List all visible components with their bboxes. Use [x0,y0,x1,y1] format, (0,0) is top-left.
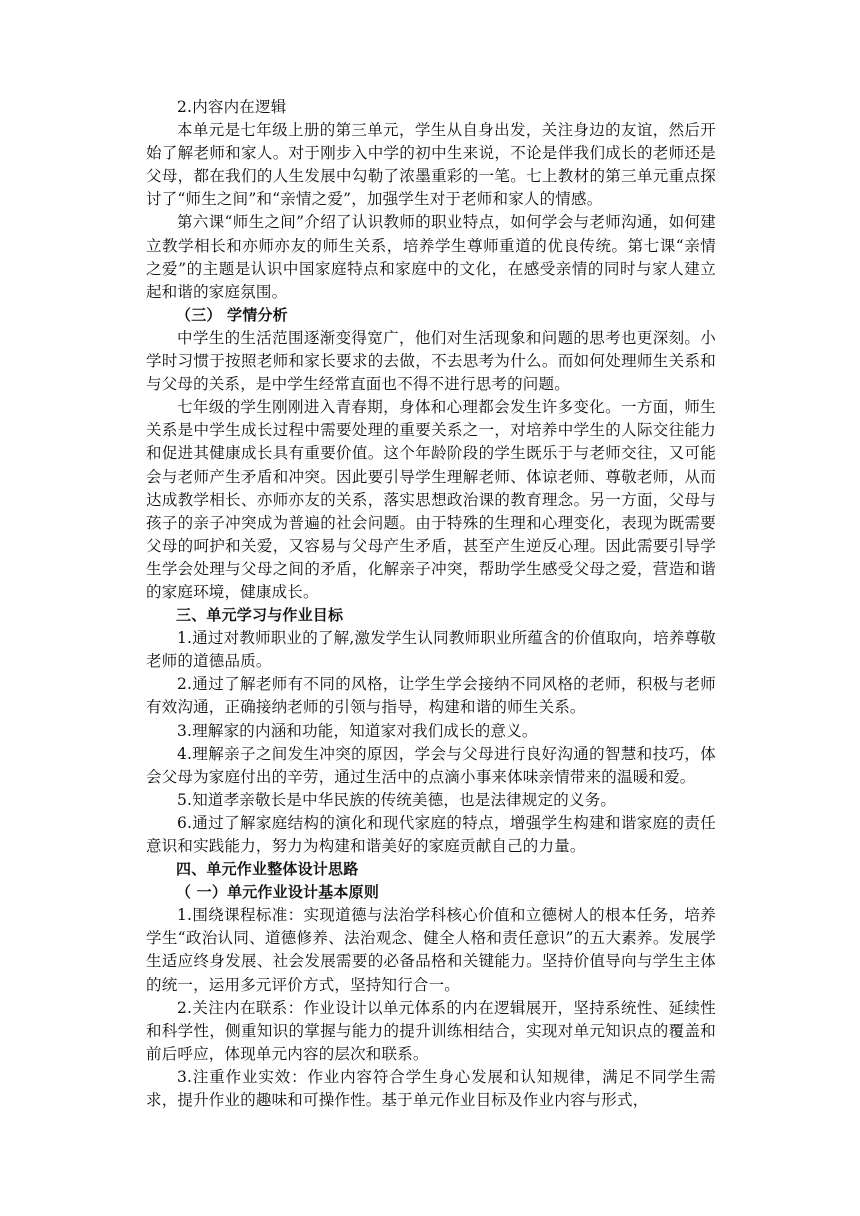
paragraph: 中学生的生活范围逐渐变得宽广，他们对生活现象和问题的思考也更深刻。小学时习惯于按照老师和家长要求的去做，不去思考为什么。而如何处理师生关系和与父母的关系，是中学生经常直面也不得不进行思考的问题。 [146,328,716,394]
goal-item: 1.通过对教师职业的了解,激发学生认同教师职业所蕴含的价值取向，培养尊敬老师的道德品质。 [146,629,716,671]
subsection-heading-principles: （ 一）单元作业设计基本原则 [176,883,380,902]
principle-item: 3.注重作业实效：作业内容符合学生身心发展和认知规律，满足不同学生需求，提升作业的趣味和可操作性。基于单元作业目标及作业内容与形式， [146,1067,716,1110]
goal-item: 5.知道孝亲敬长是中华民族的传统美德，也是法律规定的义务。 [177,790,617,809]
subsection-heading-logic: 2.内容内在逻辑 [177,98,287,116]
section-heading-design: 四、单元作业整体设计思路 [176,860,359,879]
goal-item: 6.通过了解家庭结构的演化和现代家庭的特点，增强学生构建和谐家庭的责任意识和实践能力，努力为构建和谐美好的家庭贡献自己的力量。 [146,813,716,855]
document-body [146,96,716,1112]
paragraph: 第六课“师生之间”介绍了认识教师的职业特点，如何学会与老师沟通，如何建立教学相长和亦师亦友的师生关系，培养学生尊师重道的优良传统。第七课“亲情之爱”的主题是认识中国家庭特点和家庭中的文化，在感受亲情的同时与家人建立起和谐的家庭氛围。 [146,213,716,301]
goal-item: 4.理解亲子之间发生冲突的原因，学会与父母进行良好沟通的智慧和技巧，体会父母为家庭付出的辛劳，通过生活中的点滴小事来体味亲情带来的温暖和爱。 [146,744,716,786]
principle-item: 1.围绕课程标准：实现道德与法治学科核心价值和立德树人的根本任务，培养学生“政治认同、道德修养、法治观念、健全人格和责任意识”的五大素养。发展学生适应终身发展、社会发展需要的必备品格和关键能力。坚持价值导向与学生主体的统一，运用多元评价方式，坚持知行合一。 [146,906,716,994]
goal-item: 2.通过了解老师有不同的风格，让学生学会接纳不同风格的老师，积极与老师有效沟通，正确接纳老师的引领与指导，构建和谐的师生关系。 [146,675,716,717]
goal-item: 3.理解家的内涵和功能，知道家对我们成长的意义。 [177,721,538,740]
principle-item: 2.关注内在联系：作业设计以单元体系的内在逻辑展开，坚持系统性、延续性和科学性，侧重知识的掌握与能力的提升训练相结合，实现对单元知识点的覆盖和前后呼应，体现单元内容的层次和联系。 [146,998,716,1063]
section-heading-goals: 三、单元学习与作业目标 [176,606,344,625]
paragraph: 七年级的学生刚刚进入青春期，身体和心理都会发生许多变化。一方面，师生关系是中学生成长过程中需要处理的重要关系之一，对培养中学生的人际交往能力和促进其健康成长具有重要价值。这个年龄阶段的学生既乐于与老师交往，又可能会与老师产生矛盾和冲突。因此要引导学生理解老师、体谅老师、尊敬老师，从而达成教学相长、亦师亦友的关系，落实思想政治课的教育理念。另一方面，父母与孩子的亲子冲突成为普遍的社会问题。由于特殊的生理和心理变化，表现为既需要父母的呵护和关爱，又容易与父母产生矛盾，甚至产生逆反心理。因此需要引导学生学会处理与父母之间的矛盾，化解亲子冲突，帮助学生感受父母之爱，营造和谐的家庭环境，健康成长。 [146,398,716,601]
section-heading-student-analysis: （三） 学情分析 [176,305,288,324]
paragraph: 本单元是七年级上册的第三单元，学生从自身出发，关注身边的友谊，然后开始了解老师和家人。对于刚步入中学的初中生来说，不论是伴我们成长的老师还是父母，都在我们的人生发展中勾勒了浓墨重彩的一笔。七上教材的第三单元重点探讨了“师生之间”和“亲情之爱”，加强学生对于老师和家人的情感。 [146,121,716,209]
